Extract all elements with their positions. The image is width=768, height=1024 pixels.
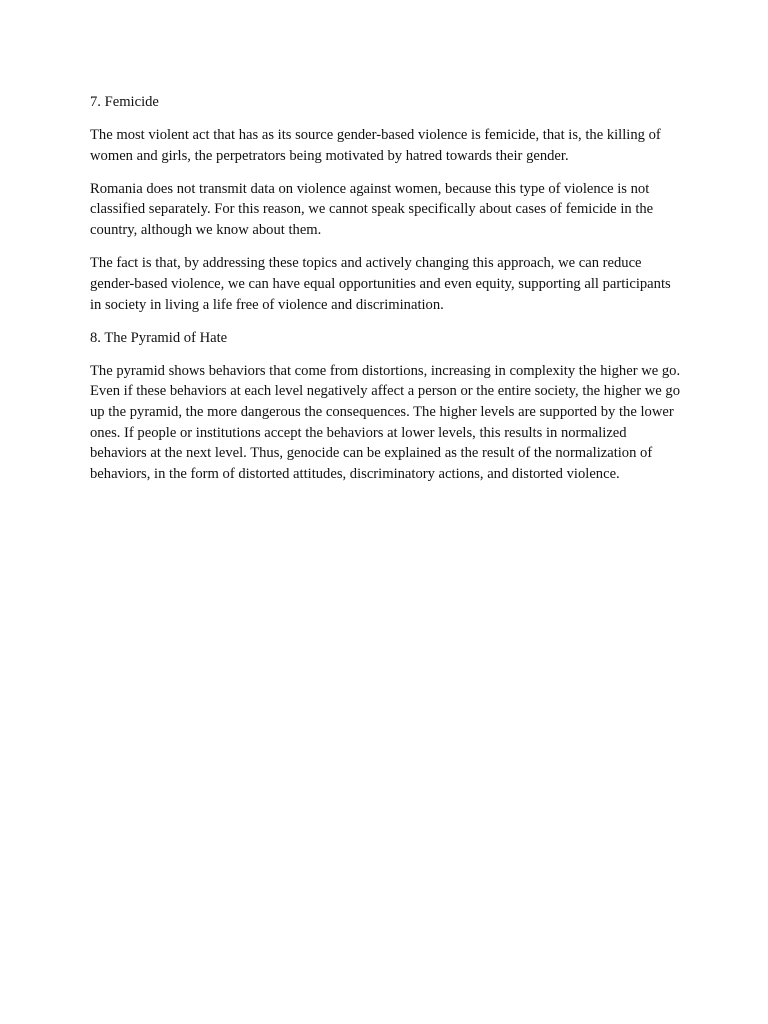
paragraph-romania-data: Romania does not transmit data on violence against women, because this type of violence is not classified separately. For this reason, we cannot speak specifically about cases of femicide in the country, although we know about them. <box>90 180 654 239</box>
document-body <box>90 92 682 497</box>
section-heading-pyramid-of-hate: 8. The Pyramid of Hate <box>90 329 228 346</box>
section-heading-femicide: 7. Femicide <box>90 94 159 110</box>
paragraph-addressing-topics: The fact is that, by addressing these topics and actively changing this approach, we can reduce gender-based violence, we can have equal opportunities and even equity, supporting all participants in society in living a life free of violence and discrimination. <box>90 255 671 313</box>
paragraph-pyramid-description: The pyramid shows behaviors that come from distortions, increasing in complexity the higher we go. Even if these behaviors at each level negatively affect a person or the entire society, the higher we go up the pyramid, the more dangerous the consequences. The higher levels are supported by the lower ones. If people or institutions accept the behaviors at lower levels, this results in normalized behaviors at the next level. Thus, genocide can be explained as the result of the normalization of behaviors, in the form of distorted attitudes, discriminatory actions, and distorted violence. <box>90 362 681 483</box>
paragraph-femicide-definition: The most violent act that has as its source gender-based violence is femicide, that is, the killing of women and girls, the perpetrators being motivated by hatred towards their gender. <box>90 127 661 164</box>
